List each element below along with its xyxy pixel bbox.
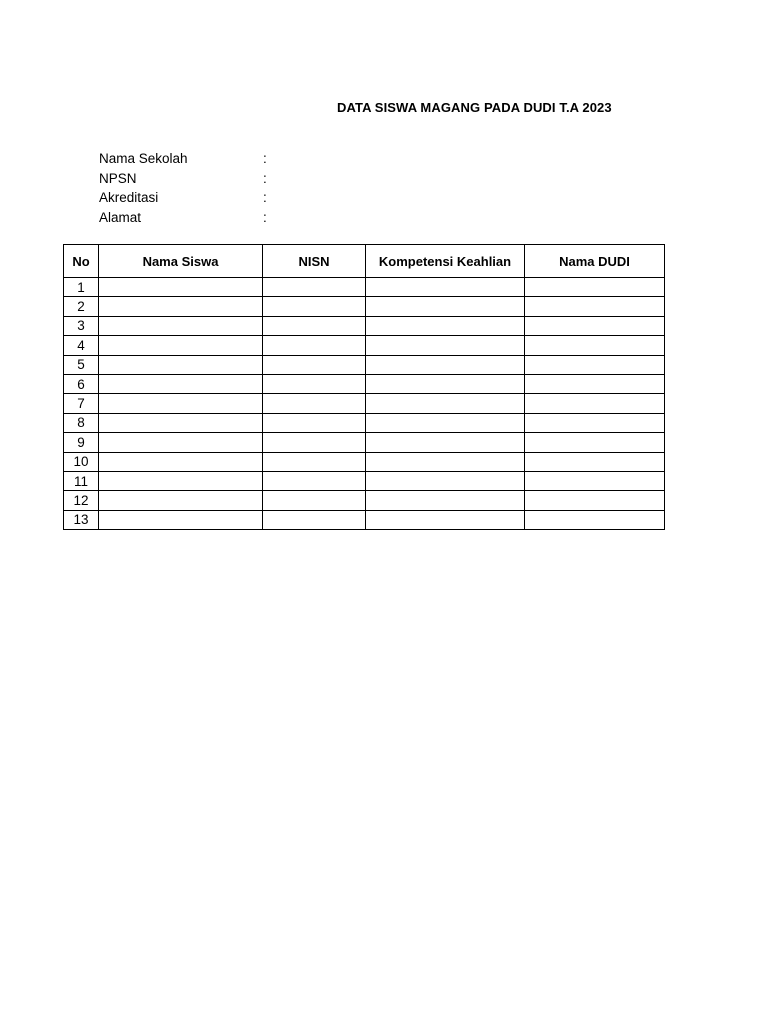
cell-nisn [263,297,366,316]
info-separator: : [263,151,267,166]
cell-nama-dudi [525,471,665,490]
table-row [64,316,665,335]
table-row [64,297,665,316]
header-nisn: NISN [263,245,366,278]
cell-nisn [263,316,366,335]
row-number: 12 [64,491,99,510]
cell-nama-siswa [99,316,263,335]
cell-nisn [263,452,366,471]
row-number: 4 [64,336,99,355]
cell-nama-siswa [99,471,263,490]
cell-nama-dudi [525,316,665,335]
row-number: 1 [64,278,99,297]
document-title: DATA SISWA MAGANG PADA DUDI T.A 2023 [337,100,612,115]
cell-nisn [263,471,366,490]
cell-kompetensi-keahlian [366,316,525,335]
table-row [64,355,665,374]
table-row [64,413,665,432]
info-label: Akreditasi [99,190,159,205]
cell-nama-dudi [525,413,665,432]
cell-nama-siswa [99,433,263,452]
cell-nama-siswa [99,452,263,471]
cell-nama-siswa [99,491,263,510]
info-separator: : [263,190,267,205]
cell-nama-siswa [99,355,263,374]
cell-kompetensi-keahlian [366,278,525,297]
row-number: 11 [64,471,99,490]
table-row [64,491,665,510]
row-number: 9 [64,433,99,452]
cell-kompetensi-keahlian [366,355,525,374]
table-row [64,278,665,297]
header-kompetensi-keahlian: Kompetensi Keahlian [366,245,525,278]
cell-kompetensi-keahlian [366,452,525,471]
row-number: 6 [64,374,99,393]
cell-nisn [263,374,366,393]
header-nama-siswa: Nama Siswa [99,245,263,278]
cell-nisn [263,394,366,413]
cell-kompetensi-keahlian [366,413,525,432]
cell-nama-dudi [525,355,665,374]
row-number: 2 [64,297,99,316]
cell-nama-siswa [99,336,263,355]
school-info-block [99,149,299,227]
table-row [64,433,665,452]
cell-nama-siswa [99,297,263,316]
cell-kompetensi-keahlian [366,471,525,490]
cell-kompetensi-keahlian [366,491,525,510]
cell-kompetensi-keahlian [366,297,525,316]
cell-nama-dudi [525,278,665,297]
cell-nama-dudi [525,297,665,316]
info-label: Alamat [99,209,142,225]
info-separator: : [263,170,267,186]
info-row-nama-sekolah [99,149,299,169]
table-row [64,374,665,393]
cell-nama-siswa [99,413,263,432]
cell-kompetensi-keahlian [366,374,525,393]
row-number: 3 [64,316,99,335]
info-label: Nama Sekolah [99,151,188,166]
table-row [64,394,665,413]
info-row-npsn [99,169,299,189]
info-row-akreditasi [99,188,299,208]
cell-nama-dudi [525,394,665,413]
cell-kompetensi-keahlian [366,336,525,355]
cell-kompetensi-keahlian [366,394,525,413]
cell-nama-siswa [99,278,263,297]
row-number: 5 [64,355,99,374]
info-separator: : [263,209,267,225]
table-row [64,336,665,355]
cell-nisn [263,278,366,297]
cell-nisn [263,336,366,355]
cell-nama-siswa [99,374,263,393]
cell-nisn [263,510,366,529]
cell-kompetensi-keahlian [366,510,525,529]
table-row [64,452,665,471]
cell-nama-dudi [525,491,665,510]
info-row-alamat [99,208,299,228]
student-table [63,244,665,530]
cell-kompetensi-keahlian [366,433,525,452]
info-label: NPSN [99,170,137,186]
cell-nama-dudi [525,433,665,452]
cell-nisn [263,491,366,510]
table-header-row [64,245,665,278]
row-number: 13 [64,510,99,529]
row-number: 7 [64,394,99,413]
cell-nama-dudi [525,452,665,471]
header-nama-dudi: Nama DUDI [525,245,665,278]
header-no: No [64,245,99,278]
cell-nisn [263,413,366,432]
row-number: 10 [64,452,99,471]
cell-nama-siswa [99,510,263,529]
table-row [64,510,665,529]
cell-nama-siswa [99,394,263,413]
cell-nama-dudi [525,336,665,355]
cell-nama-dudi [525,510,665,529]
cell-nama-dudi [525,374,665,393]
cell-nisn [263,433,366,452]
table-row [64,471,665,490]
row-number: 8 [64,413,99,432]
cell-nisn [263,355,366,374]
